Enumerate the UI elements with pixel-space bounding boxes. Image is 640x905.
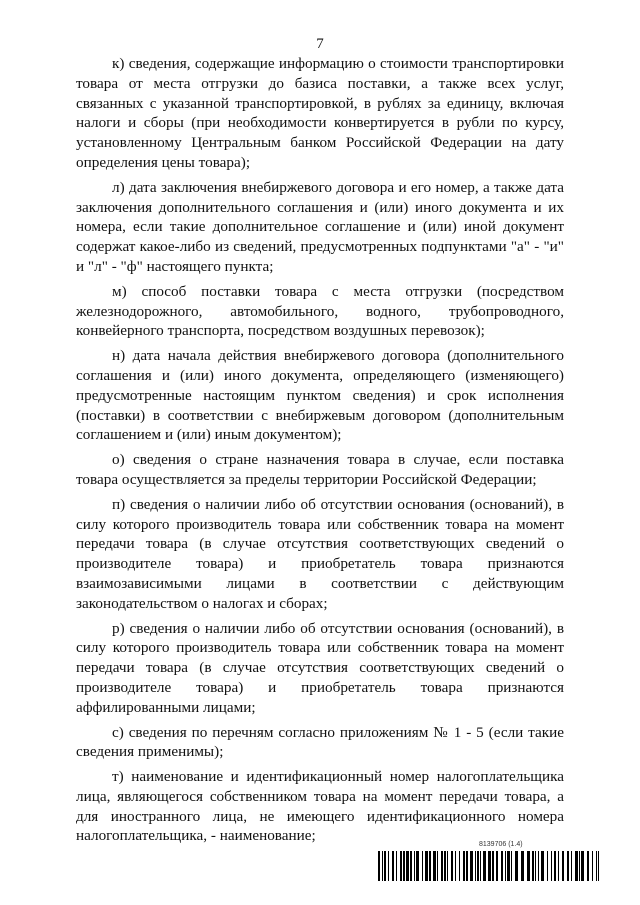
paragraph-l: л) дата заключения внебиржевого договора и его номер, а также дата заключения дополнительного соглашения и (или) иного документа и их номера, если такие дополнительное соглашение и (или) иной документ содержат какое-либо из сведений, предусмотренных подпунктами "а" - "и" и "л" - "ф" настоящего пункта; (76, 178, 564, 275)
document-barcode (378, 839, 600, 883)
paragraph-r: р) сведения о наличии либо об отсутствии основания (оснований), в силу которого производитель товара или собственник товара на момент передачи товара (в случае отсутствия соответствующих сведений о производителе товара) и приобретатель товара признаются аффилированными лицами; (76, 619, 564, 716)
paragraph-t: т) наименование и идентификационный номер налогоплательщика лица, являющегося собственником товара на момент передачи товара, а для иностранного лица, не имеющего идентификационного номера налогоплательщика, - наименование; (76, 768, 564, 845)
paragraph-o: о) сведения о стране назначения товара в случае, если поставка товара осуществляется за пределы территории Российской Федерации; (76, 451, 564, 488)
paragraph-k: к) сведения, содержащие информацию о стоимости транспортировки товара от места отгрузки до базиса поставки, а также всех услуг, связанных с указанной транспортировкой, в рублях за единицу, включая налоги и сборы (при необходимости конвертируется в рубли по курсу, установленному Центральным банком Российской Федерации на дату определения цены товара); (76, 55, 564, 171)
barcode-icon (378, 851, 600, 881)
paragraph-p: п) сведения о наличии либо об отсутствии основания (оснований), в силу которого производитель товара или собственник товара на момент передачи товара (в случае отсутствия соответствующих сведений о производителе товара) и приобретатель товара признаются взаимозависимыми лицами в соответствии с действующим законодательством о налогах и сборах; (76, 495, 564, 612)
paragraph-m: м) способ поставки товара с места отгрузки (посредством железнодорожного, автомобильного, водного, трубопроводного, конвейерного транспорта, посредством воздушных перевозок); (76, 282, 564, 340)
barcode-label: 8139706 (1.4) (479, 841, 523, 848)
paragraph-s: с) сведения по перечням согласно приложениям № 1 - 5 (если такие сведения применимы); (76, 723, 564, 761)
page-number: 7 (316, 36, 324, 52)
document-body (76, 54, 564, 851)
paragraph-n: н) дата начала действия внебиржевого договора (дополнительного соглашения и (или) иного документа, определяющего (изменяющего) предусмотренные настоящим пунктом сведения) и срок исполнения (поставки) в соответствии с внебиржевым договором (дополнительным соглашением и (или) иным документом); (76, 347, 564, 444)
